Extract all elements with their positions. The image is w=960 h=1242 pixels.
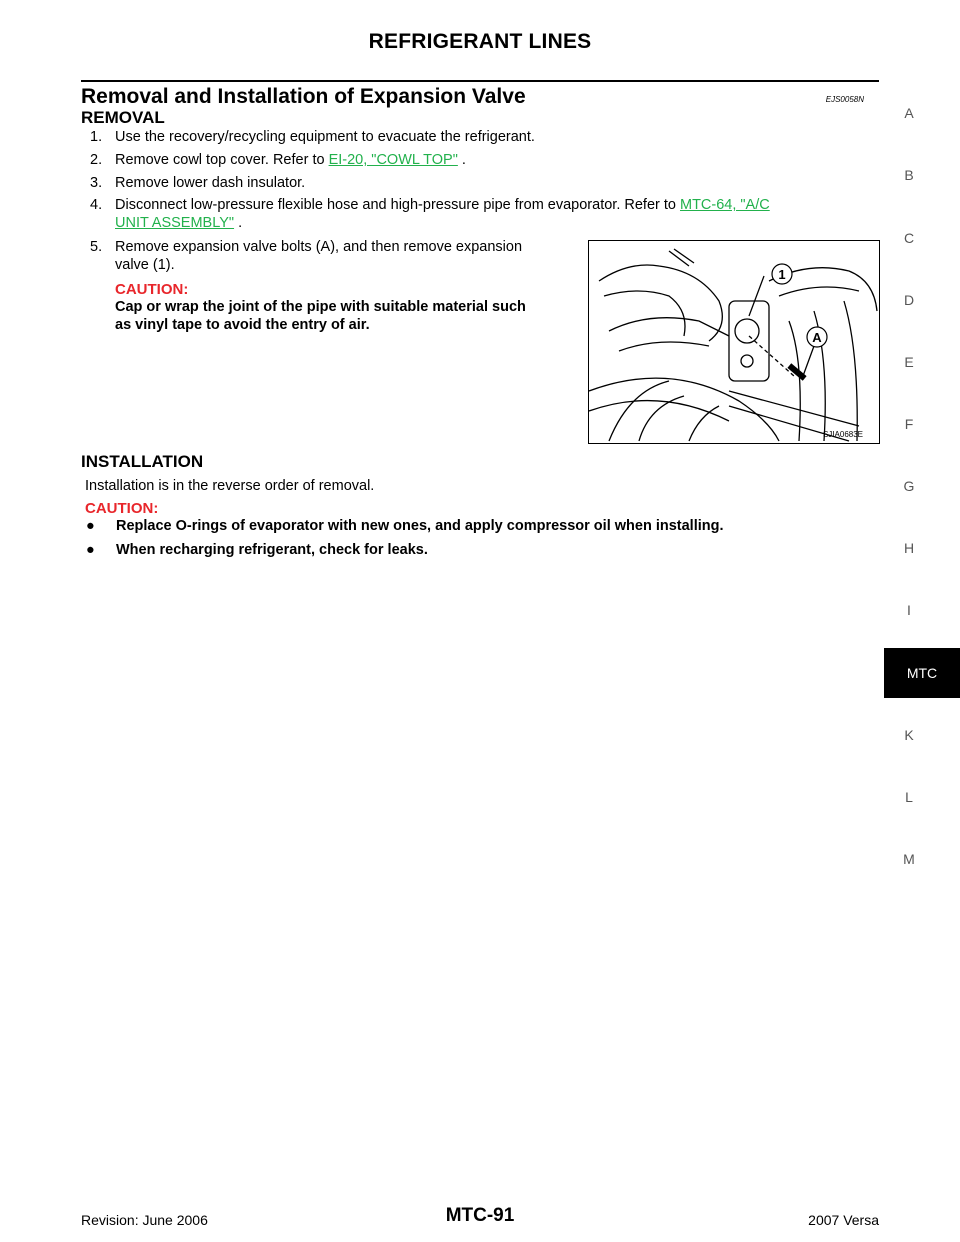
link-cowl-top[interactable]: EI-20, "COWL TOP" bbox=[328, 152, 458, 168]
installation-bullet-2 bbox=[86, 542, 428, 558]
removal-step-5 bbox=[90, 238, 522, 257]
bullet-text: When recharging refrigerant, check for leaks. bbox=[116, 542, 428, 558]
step-text-after: . bbox=[457, 152, 466, 168]
bullet-icon: ● bbox=[86, 518, 95, 534]
section-index-b[interactable]: B bbox=[904, 167, 914, 183]
footer-revision: Revision: June 2006 bbox=[81, 1212, 208, 1228]
removal-step-5-cont: valve (1). bbox=[115, 257, 175, 273]
installation-text: Installation is in the reverse order of removal. bbox=[85, 478, 375, 494]
caution-text-line2: as vinyl tape to avoid the entry of air. bbox=[115, 317, 370, 333]
section-index-i[interactable]: I bbox=[907, 602, 911, 618]
installation-caution-label: CAUTION: bbox=[85, 500, 159, 517]
section-index-g[interactable]: G bbox=[903, 478, 915, 494]
figure-code: SJIA0683E bbox=[822, 430, 863, 439]
link-ac-unit-assembly-b[interactable]: UNIT ASSEMBLY" bbox=[115, 215, 235, 231]
installation-bullet-1 bbox=[86, 518, 724, 534]
section-index-l[interactable]: L bbox=[905, 789, 913, 805]
footer-model: 2007 Versa bbox=[808, 1212, 879, 1228]
section-code: EJS0058N bbox=[825, 95, 864, 104]
removal-step-4-cont bbox=[115, 214, 242, 233]
removal-heading: REMOVAL bbox=[81, 108, 165, 127]
section-tab-mtc[interactable]: MTC bbox=[884, 648, 960, 698]
step-number: 4. bbox=[90, 197, 103, 213]
section-index-h[interactable]: H bbox=[903, 540, 915, 556]
removal-step-2 bbox=[90, 151, 466, 170]
step-number: 3. bbox=[90, 175, 103, 191]
figure-callout-1: 1 bbox=[778, 267, 786, 282]
caution-text-line1: Cap or wrap the joint of the pipe with suitable material such bbox=[115, 299, 526, 315]
footer-page-number: MTC-91 bbox=[445, 1205, 515, 1226]
removal-step-3 bbox=[90, 174, 305, 193]
expansion-valve-illustration bbox=[589, 241, 879, 443]
step-number: 2. bbox=[90, 152, 103, 168]
removal-step-1 bbox=[90, 128, 535, 147]
step-text: Use the recovery/recycling equipment to evacuate the refrigerant. bbox=[115, 129, 535, 145]
header-rule bbox=[81, 80, 879, 82]
link-ac-unit-assembly-a[interactable]: MTC-64, "A/C bbox=[679, 197, 770, 213]
section-title: Removal and Installation of Expansion Valve bbox=[81, 85, 526, 108]
step-text: Remove lower dash insulator. bbox=[115, 175, 306, 191]
step-number: 1. bbox=[90, 129, 103, 145]
section-index-m[interactable]: M bbox=[903, 851, 915, 867]
step-text-after: . bbox=[234, 215, 243, 231]
section-index-k[interactable]: K bbox=[904, 727, 914, 743]
step-number: 5. bbox=[90, 239, 103, 255]
bullet-icon: ● bbox=[86, 542, 95, 558]
step-text: Remove expansion valve bolts (A), and then remove expansion bbox=[115, 239, 523, 255]
expansion-valve-figure bbox=[588, 240, 880, 444]
section-index-a[interactable]: A bbox=[904, 105, 914, 121]
page-header-title: REFRIGERANT LINES bbox=[368, 30, 592, 53]
installation-heading: INSTALLATION bbox=[81, 452, 204, 471]
section-index-e[interactable]: E bbox=[904, 354, 914, 370]
removal-step-4 bbox=[90, 196, 770, 215]
caution-label: CAUTION: bbox=[115, 281, 189, 298]
section-index-c[interactable]: C bbox=[903, 230, 915, 246]
step-text: Disconnect low-pressure flexible hose and high-pressure pipe from evaporator. Refer to bbox=[115, 197, 680, 213]
bullet-text: Replace O-rings of evaporator with new ones, and apply compressor oil when installing. bbox=[116, 518, 724, 534]
section-index-f[interactable]: F bbox=[904, 416, 914, 432]
section-index-d[interactable]: D bbox=[903, 292, 915, 308]
figure-callout-a: A bbox=[812, 330, 822, 345]
step-text: Remove cowl top cover. Refer to bbox=[115, 152, 329, 168]
